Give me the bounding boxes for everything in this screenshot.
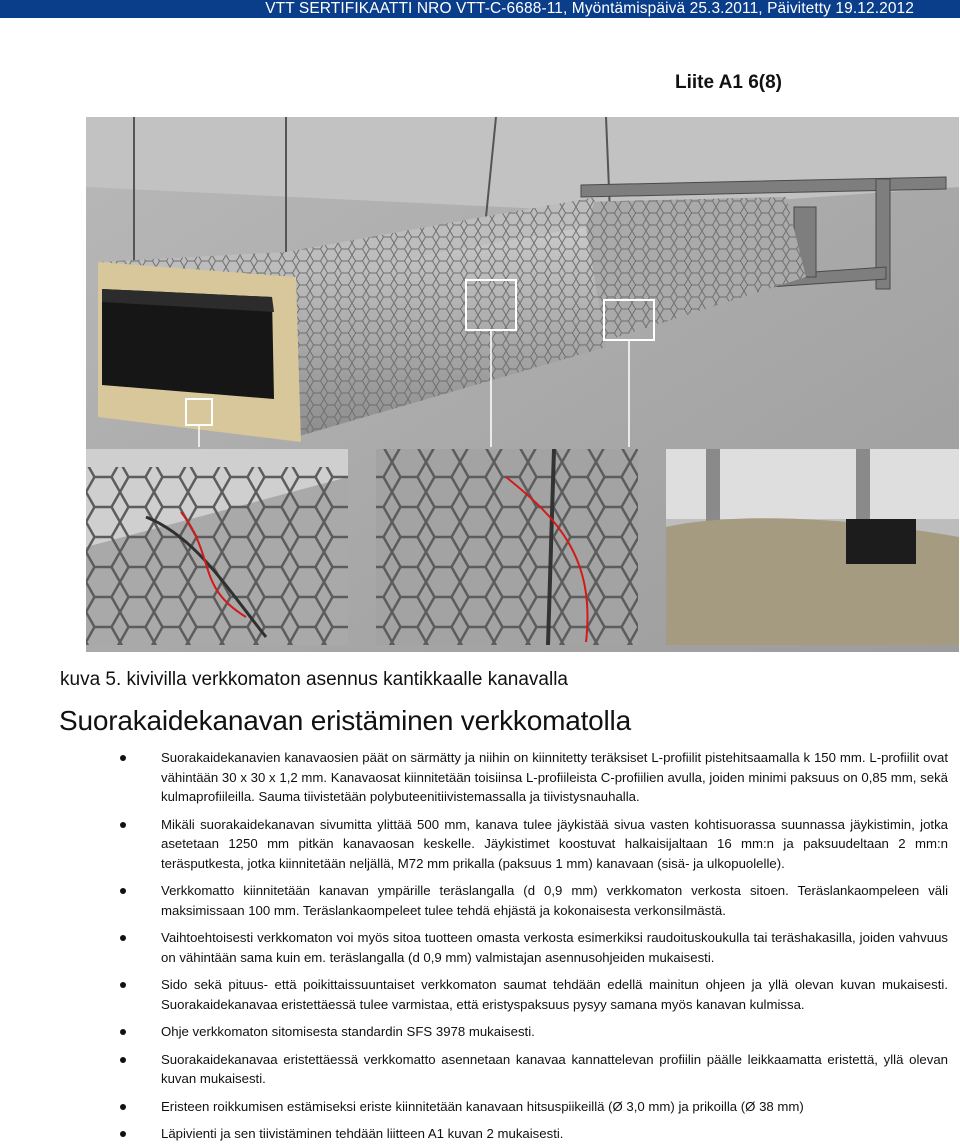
bullet-icon	[120, 1029, 126, 1035]
list-item: Suorakaidekanavaa eristettäessä verkkomatto asennetaan kanavaa kannattelevan profiilin päälle leikkaamatta eristettä, yllä olevan kuvan mukaisesti.	[120, 1050, 948, 1089]
list-item: Mikäli suorakaidekanavan sivumitta ylittää 500 mm, kanava tulee jäykistää sivua vasten kohtisuorassa suunnassa jäykistimin, jotka asetetaan 1250 mm pitkän kanavaosan keskelle. Jäykistimet koostuvat halkaisijaltaan 16 mm:n ja paksuudeltaan 2 mm:n teräsputkesta, jotka kiinnitetään neljällä, M72 mm prikalla (paksuus 1 mm) kanavaan (sisä- ja ulkopuolelle).	[120, 815, 948, 874]
list-item: Sido sekä pituus- että poikittaissuuntaiset verkkomaton saumat tehdään edellä mainitun ohjeen ja yllä olevan kuvan mukaisesti. Suorakaidekanavaa eristettäessä tulee varmistaa, että eristyspaksuus pysyy samana myös kanavan kulmissa.	[120, 975, 948, 1014]
figure-caption: kuva 5. kivivilla verkkomaton asennus kantikkaalle kanavalla	[60, 669, 568, 690]
bullet-icon	[120, 888, 126, 894]
list-item: Eristeen roikkumisen estämiseksi eriste kiinnitetään kanavaan hitsuspiikeillä (Ø 3,0 mm) ja prikoilla (Ø 38 mm)	[120, 1097, 948, 1117]
detail-panel-left	[86, 449, 348, 645]
list-item: Verkkomatto kiinnitetään kanavan ympärille teräslangalla (d 0,9 mm) verkkomaton verkosta sitoen. Teräslankaompeleen väli maksimissaan 100 mm. Teräslankaompeleet tulee tehdä ehjästä ja kokonaisesta verkonsilmästä.	[120, 881, 948, 920]
bullet-icon	[120, 1104, 126, 1110]
list-item: Suorakaidekanavien kanavaosien päät on särmätty ja niihin on kiinnitetty teräksiset L-profiilit pistehitsaamalla k 150 mm. L-profiilit ovat vähintään 30 x 30 x 1,2 mm. Kanavaosat kiinnitetään toisiinsa L-profiileista C-profiilien avulla, joiden minimi paksuus on 0,85 mm, sekä kulmaprofiileilla. Sauma tiivistetään polybuteenitiivistemassalla ja tiivistysnauhalla.	[120, 748, 948, 807]
bullet-icon	[120, 755, 126, 761]
list-item: Läpivienti ja sen tiivistäminen tehdään liitteen A1 kuvan 2 mukaisesti.	[120, 1124, 948, 1144]
section-title: Suorakaidekanavan eristäminen verkkomatolla	[59, 705, 631, 736]
certificate-header: VTT SERTIFIKAATTI NRO VTT-C-6688-11, Myöntämispäivä 25.3.2011, Päivitetty 19.12.2012	[0, 0, 960, 18]
detail-panel-middle	[376, 449, 638, 645]
duct-insulation-illustration	[86, 117, 959, 652]
detail-panel-right	[666, 449, 959, 645]
list-item: Ohje verkkomaton sitomisesta standardin SFS 3978 mukaisesti.	[120, 1022, 948, 1042]
bullet-icon	[120, 982, 126, 988]
bullet-icon	[120, 935, 126, 941]
list-item: Vaihtoehtoisesti verkkomaton voi myös sitoa tuotteen omasta verkosta esimerkiksi raudoituskoukulla tai teräshakasilla, joiden vahvuus on vähintään sama kuin em. teräslangalla (d 0,9 mm) valmistajan asennusohjeiden mukaisesti.	[120, 928, 948, 967]
bullet-icon	[120, 1131, 126, 1137]
instruction-list	[120, 748, 948, 1144]
bullet-icon	[120, 822, 126, 828]
appendix-label: Liite A1 6(8)	[675, 72, 782, 93]
bullet-icon	[120, 1057, 126, 1063]
